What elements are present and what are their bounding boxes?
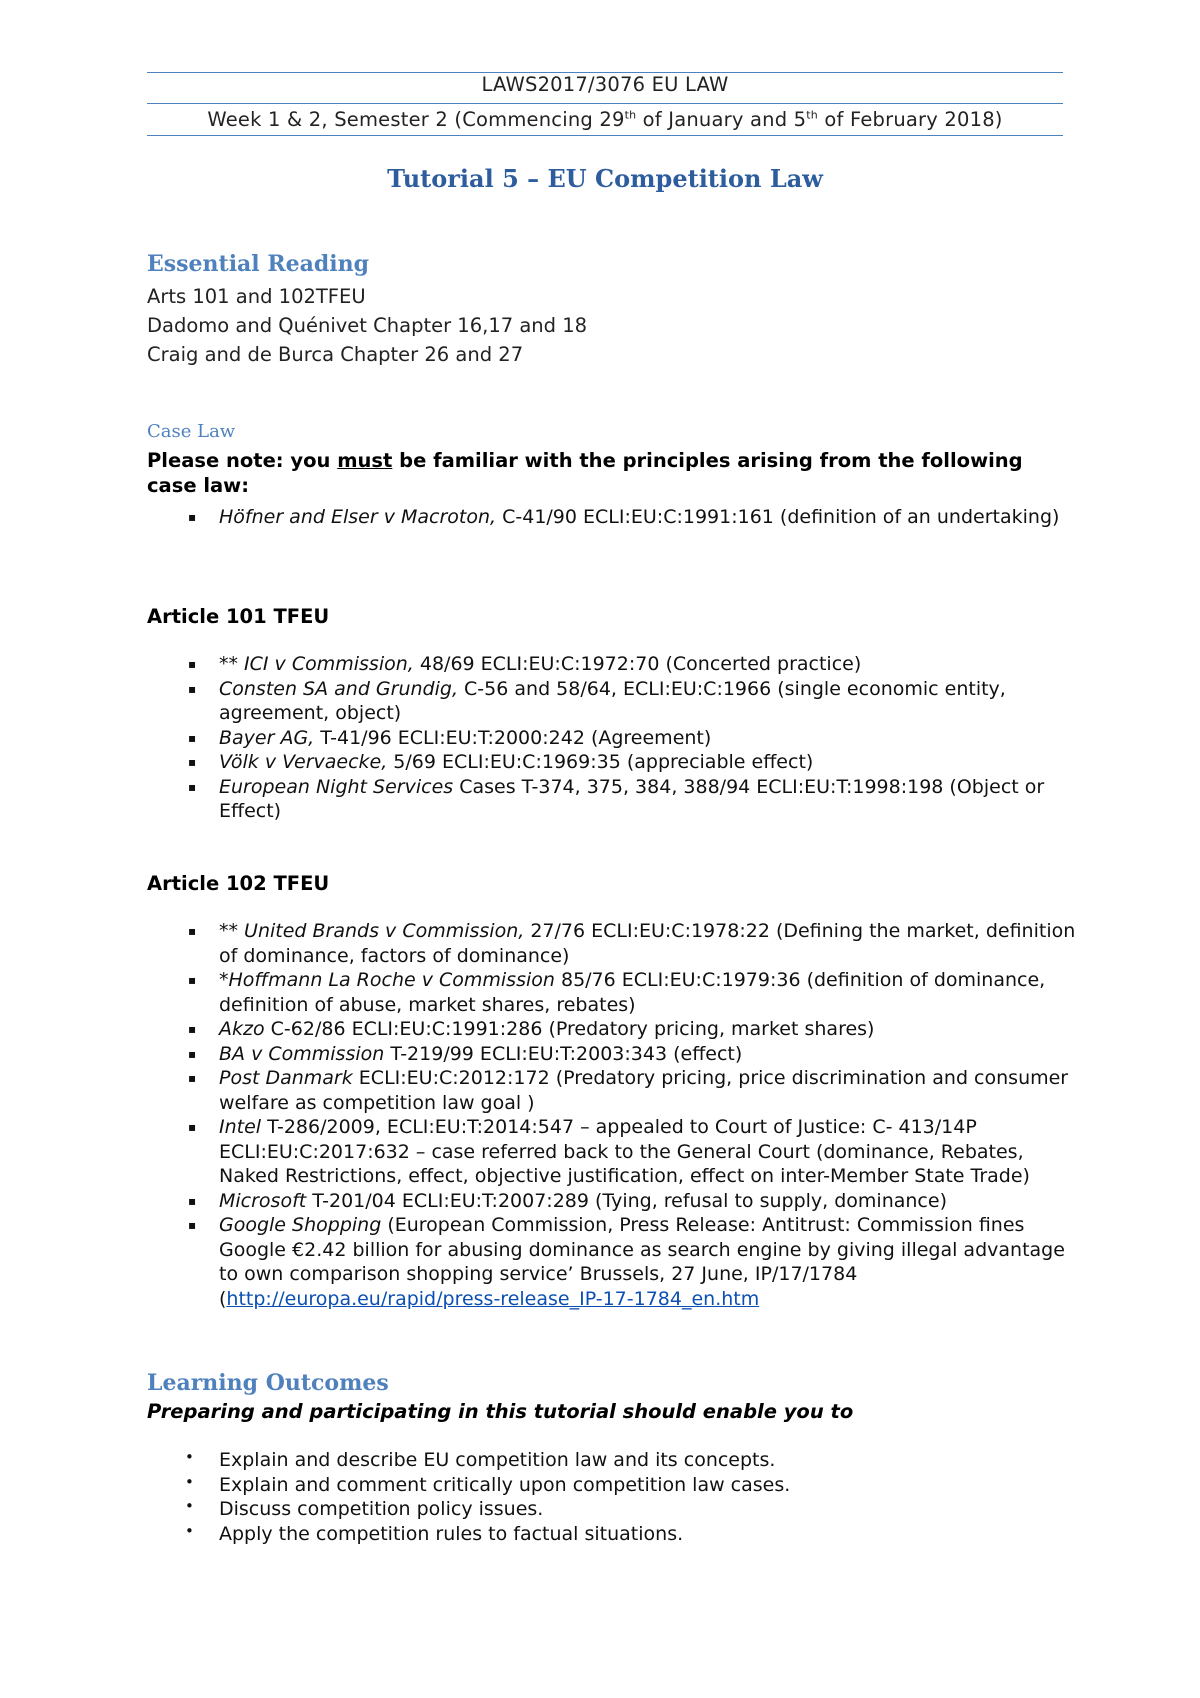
page-title: Tutorial 5 – EU Competition Law [387, 164, 823, 193]
article-102-heading: Article 102 TFEU [147, 872, 330, 895]
outcome-item: • Discuss competition policy issues. [185, 1497, 544, 1520]
outcome-item: • Apply the competition rules to factual situations. [185, 1521, 684, 1545]
article-101-list [147, 652, 1077, 824]
article-102-list [147, 919, 1077, 1311]
header-rule-middle [147, 103, 1063, 104]
case-item: ▪ BA v Commission T-219/99 ECLI:EU:T:2003:343 (effect) [188, 1042, 743, 1065]
learning-outcomes-lead: Preparing and participating in this tutorial should enable you to [147, 1400, 854, 1423]
case-item: ▪ European Night Services Cases T-374, 375, 384, 388/94 ECLI:EU:T:1998:198 (Object or Effect) [188, 775, 1045, 822]
case-law-list [147, 505, 1077, 530]
case-item: ▪ Microsoft T-201/04 ECLI:EU:T:2007:289 (Tying, refusal to supply, dominance) [188, 1189, 947, 1212]
outcome-item: • Explain and describe EU competition law and its concepts. [185, 1448, 776, 1471]
case-item: ▪ ** ICI v Commission, 48/69 ECLI:EU:C:1972:70 (Concerted practice) [188, 653, 862, 675]
learning-outcomes-heading: Learning Outcomes [147, 1370, 389, 1396]
case-law-heading: Case Law [147, 421, 236, 442]
case-item: ▪ *Hoffmann La Roche v Commission 85/76 ECLI:EU:C:1979:36 (definition of dominance, definition of abuse, market shares, rebates) [188, 969, 1046, 1016]
essential-reading-heading: Essential Reading [147, 251, 369, 277]
case-item: ▪ ** United Brands v Commission, 27/76 ECLI:EU:C:1978:22 (Defining the market, definition of dominance, factors of dominance) [188, 920, 1076, 967]
reading-item: Arts 101 and 102TFEU [147, 285, 366, 308]
article-101-heading: Article 101 TFEU [147, 605, 330, 628]
course-code: LAWS2017/3076 EU LAW [481, 73, 729, 96]
case-item: ▪ Bayer AG, T-41/96 ECLI:EU:T:2000:242 (Agreement) [188, 726, 712, 749]
case-item: ▪ Consten SA and Grundig, C-56 and 58/64, ECLI:EU:C:1966 (single economic entity, agreement, object) [188, 677, 1006, 724]
case-item: ▪ Google Shopping (European Commission, Press Release: Antitrust: Commission fines Google €2.42 billion for abusing dominance as search engine by giving illegal advantage to own comparison shopping service’ Brussels, 27 June, IP/17/1784 (http://europa.eu/rapid/press-release_IP-17-1784_en.htm [188, 1214, 1065, 1310]
case-item: ▪ Intel T-286/2009, ECLI:EU:T:2014:547 – appealed to Court of Justice: C- 413/14P ECLI:EU:C:2017:632 – case referred back to the General Court (dominance, Rebates, Naked Restrictions, effect, objective justification, effect on inter-Member State Trade) [188, 1116, 1030, 1187]
learning-outcomes-list [147, 1448, 1077, 1546]
reading-item: Dadomo and Quénivet Chapter 16,17 and 18 [147, 314, 588, 337]
case-item: ▪ Völk v Vervaecke, 5/69 ECLI:EU:C:1969:35 (appreciable effect) [188, 751, 814, 773]
case-law-note: Please note: you must be familiar with the principles arising from the following case law: [147, 449, 1023, 497]
press-release-link[interactable]: http://europa.eu/rapid/press-release_IP-17-1784_en.htm [226, 1287, 760, 1310]
outcome-item: • Explain and comment critically upon competition law cases. [185, 1472, 791, 1496]
case-item: ▪ Post Danmark ECLI:EU:C:2012:172 (Predatory pricing, price discrimination and consumer welfare as competition law goal ) [188, 1067, 1069, 1114]
case-item: ▪ Akzo C-62/86 ECLI:EU:C:1991:286 (Predatory pricing, market shares) [188, 1018, 875, 1040]
week-line: Week 1 & 2, Semester 2 (Commencing 29th of January and 5th of February 2018) [207, 108, 1003, 131]
reading-item: Craig and de Burca Chapter 26 and 27 [147, 343, 524, 366]
case-item: ▪ Höfner and Elser v Macroton, C-41/90 ECLI:EU:C:1991:161 (definition of an undertaking) [188, 506, 1060, 528]
header-rule-bottom [147, 135, 1063, 136]
